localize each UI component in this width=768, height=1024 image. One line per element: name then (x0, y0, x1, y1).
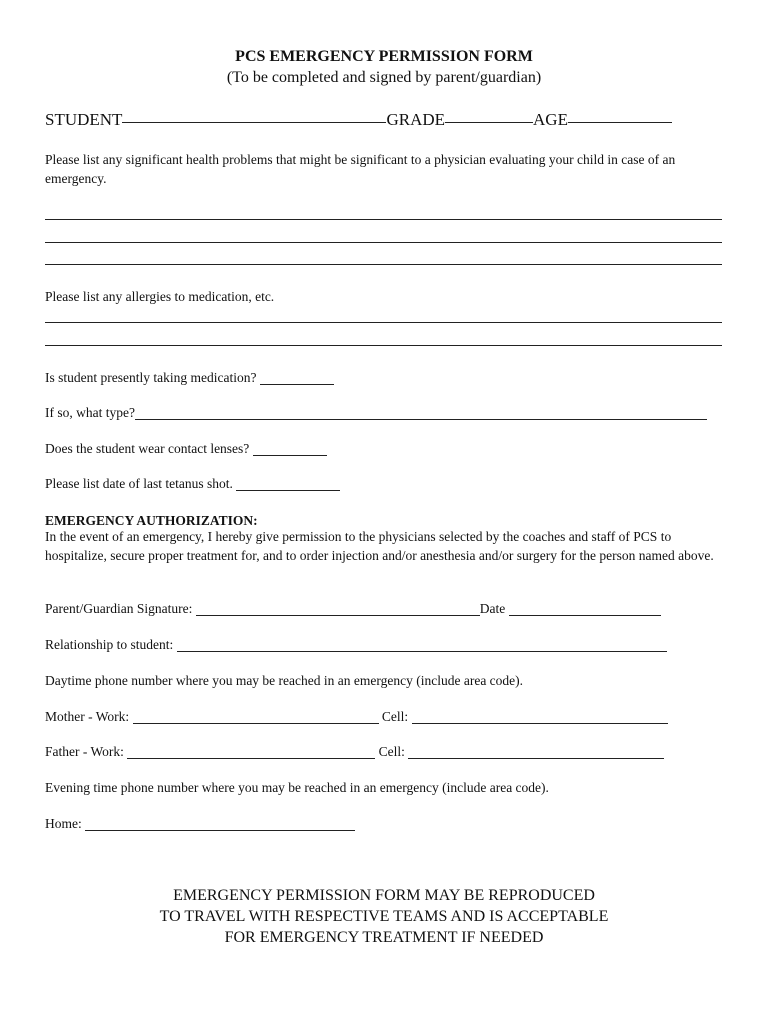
contacts-question: Does the student wear contact lenses? (45, 441, 250, 456)
date-label: Date (479, 601, 506, 616)
medication-question: Is student presently taking medication? (45, 370, 257, 385)
tetanus-row (45, 474, 340, 493)
allergies-prompt: Please list any allergies to medication, etc. (45, 289, 275, 304)
tetanus-field[interactable] (236, 477, 340, 491)
evening-prompt: Evening time phone number where you may be reached in an emergency (include area code). (45, 780, 549, 795)
father-cell-field[interactable] (408, 745, 664, 759)
allergies-line-1[interactable] (45, 322, 722, 323)
date-field[interactable] (509, 602, 661, 616)
student-label: STUDENT (45, 110, 123, 129)
mother-cell-label: Cell: (381, 709, 409, 724)
footer-line-1: EMERGENCY PERMISSION FORM MAY BE REPRODUCED (173, 887, 595, 904)
home-label: Home: (45, 816, 82, 831)
signature-label: Parent/Guardian Signature: (45, 601, 193, 616)
father-phone-row (45, 742, 664, 761)
health-line-2[interactable] (45, 242, 722, 243)
signature-row (45, 599, 661, 618)
footer-line-2: TO TRAVEL WITH RESPECTIVE TEAMS AND IS ACCEPTABLE (159, 908, 609, 925)
contacts-field[interactable] (253, 442, 327, 456)
allergies-line-2[interactable] (45, 345, 722, 346)
medication-field[interactable] (260, 371, 334, 385)
tetanus-question: Please list date of last tetanus shot. (45, 476, 233, 491)
father-work-label: Father - Work: (45, 744, 124, 759)
mother-phone-row (45, 707, 668, 726)
mother-cell-field[interactable] (412, 710, 668, 724)
footer-line-3: FOR EMERGENCY TREATMENT IF NEEDED (224, 929, 544, 946)
health-line-1[interactable] (45, 219, 722, 220)
form-title: PCS EMERGENCY PERMISSION FORM (235, 48, 533, 65)
medication-type-field[interactable] (135, 406, 707, 420)
signature-field[interactable] (196, 602, 480, 616)
relationship-label: Relationship to student: (45, 637, 174, 652)
age-label: AGE (533, 110, 568, 129)
father-work-field[interactable] (127, 745, 375, 759)
relationship-row (45, 635, 667, 654)
student-info-row (45, 108, 672, 130)
medication-type-question: If so, what type? (45, 405, 135, 420)
contacts-row (45, 439, 327, 458)
health-line-3[interactable] (45, 264, 722, 265)
auth-text: In the event of an emergency, I hereby give permission to the physicians selected by the coaches and staff of PCS to hospitalize, secure proper treatment for, and to order injection and/or anesthesia and/or surgery for the person named above. (45, 529, 714, 563)
mother-work-label: Mother - Work: (45, 709, 130, 724)
medication-type-row (45, 403, 707, 422)
grade-label: GRADE (386, 110, 446, 129)
auth-heading: EMERGENCY AUTHORIZATION: (45, 513, 258, 528)
student-name-field[interactable] (122, 108, 386, 123)
home-phone-row (45, 814, 355, 833)
grade-field[interactable] (445, 108, 533, 123)
form-subtitle: (To be completed and signed by parent/guardian) (226, 69, 542, 86)
age-field[interactable] (568, 108, 672, 123)
medication-row (45, 368, 334, 387)
father-cell-label: Cell: (378, 744, 405, 759)
daytime-prompt: Daytime phone number where you may be reached in an emergency (include area code). (45, 673, 524, 688)
mother-work-field[interactable] (133, 710, 379, 724)
health-prompt: Please list any significant health problems that might be significant to a physician evaluating your child in case of an emergency. (45, 152, 676, 186)
relationship-field[interactable] (177, 638, 667, 652)
home-field[interactable] (85, 817, 355, 831)
